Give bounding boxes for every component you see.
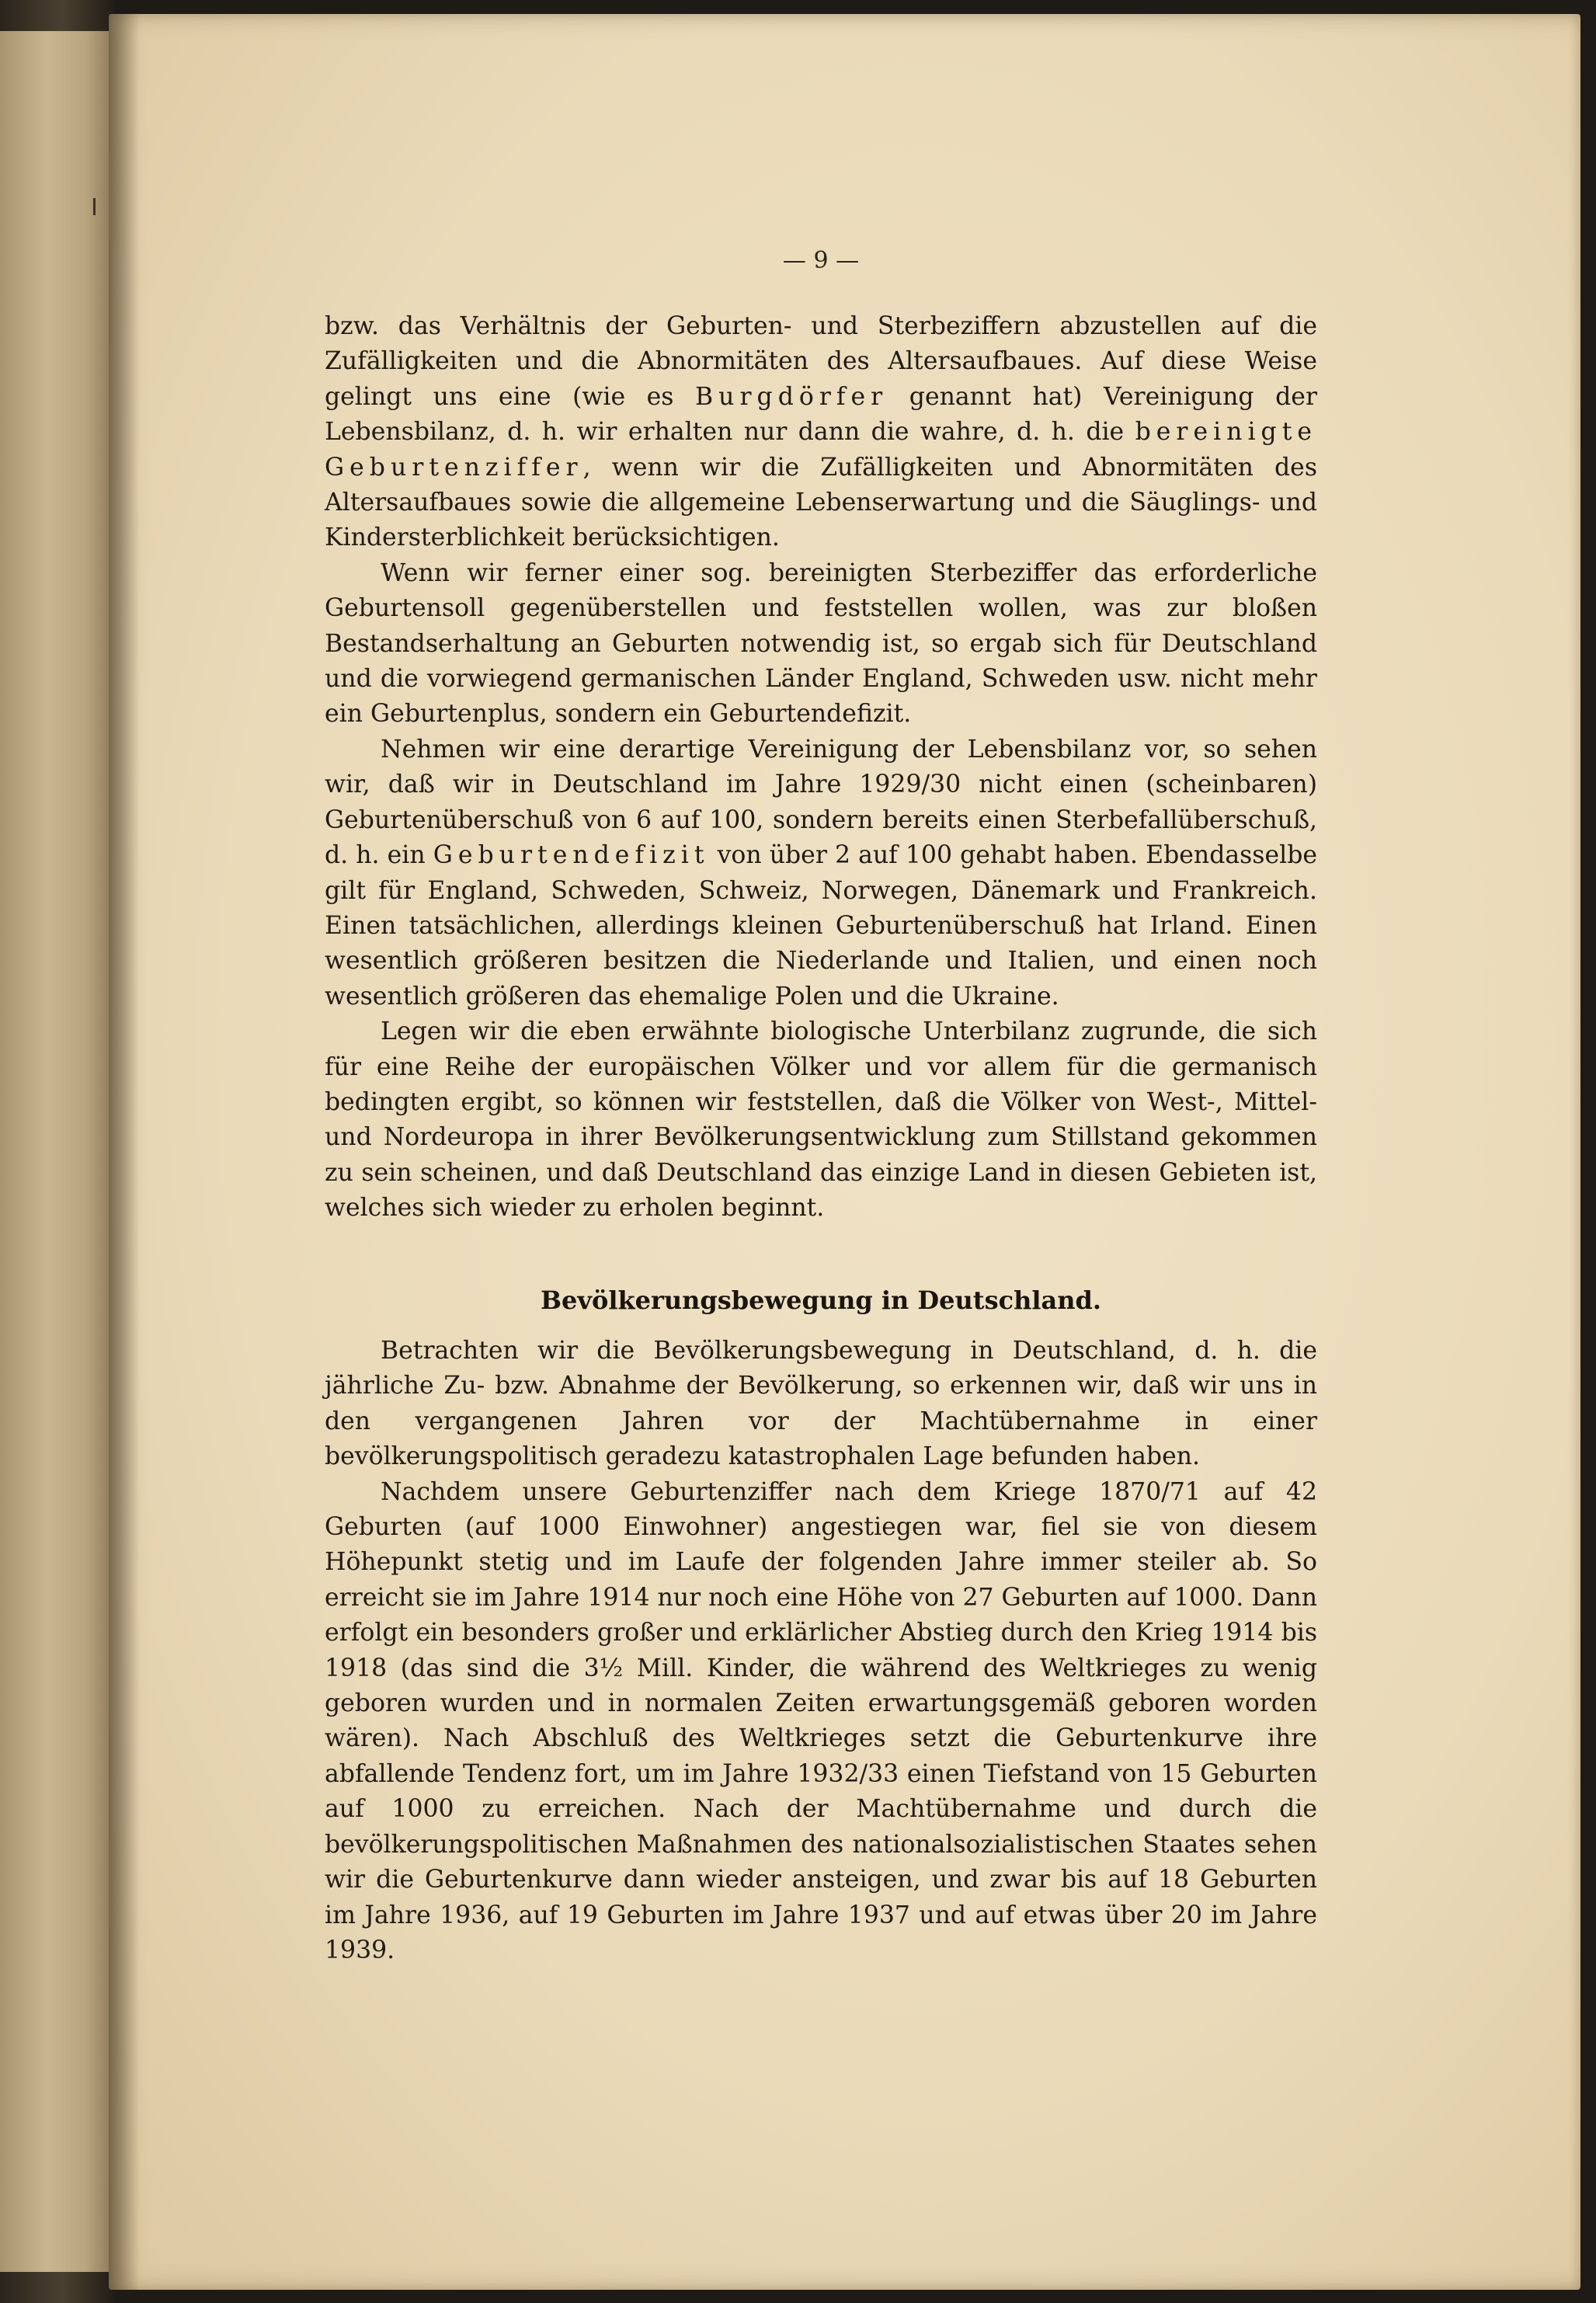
left-page-edge	[0, 31, 116, 2272]
emphasis-geburtendefizit: Geburtendefizit	[433, 841, 710, 870]
paragraph-5: Betrachten wir die Bevölkerungsbewegung in Deutschland, d. h. die jährliche Zu- bzw. Abnahme der Bevölkerung, so erkennen wir, daß wir uns in den vergangenen Jahren vor der Machtübernahme in einer bevölkerungspolitisch geradezu katastrophalen Lage befunden haben.	[325, 1337, 1317, 1471]
section-heading: Bevölkerungsbewegung in Deutschland.	[540, 1285, 1102, 1315]
paragraph-1: bzw. das Verhältnis der Geburten- und Sterbeziffern abzustellen auf die Zufälligkeiten und die Abnormitäten des Altersaufbaues. Auf diese Weise gelingt uns eine (wie es Burgdörfer genannt hat) Vereinigung der Lebensbilanz, d. h. wir erhalten nur dann die wahre, d. h. die bereinigte Geburtenziffer, wenn wir die Zufälligkeiten und Abnormitäten des Altersaufbaues sowie die allgemeine Lebenserwartung und die Säuglings- und Kindersterblichkeit berücksichtigen.	[325, 312, 1317, 552]
emphasis-burgdoerfer: Burgdörfer	[695, 382, 888, 411]
paragraph-2: Wenn wir ferner einer sog. bereinigten Sterbeziffer das erforderliche Geburtensoll gegenüberstellen und feststellen wollen, was zur bloßen Bestandserhaltung an Geburten notwendig ist, so ergab sich für Deutschland und die vorwiegend germanischen Länder England, Schweden usw. nicht mehr ein Geburtenplus, sondern ein Geburtendefizit.	[325, 558, 1317, 729]
section-2-text	[325, 1334, 1317, 1968]
section-1-text	[325, 309, 1317, 1226]
paragraph-3: Nehmen wir eine derartige Vereinigung der Lebensbilanz vor, so sehen wir, daß wir in Deutschland im Jahre 1929/30 nicht einen (scheinbaren) Geburtenüberschuß von 6 auf 100, sondern bereits einen Sterbefallüberschuß, d. h. ein Geburtendefizit von über 2 auf 100 gehabt haben. Ebendasselbe gilt für England, Schweden, Schweiz, Norwegen, Dänemark und Frankreich. Einen tatsächlichen, allerdings kleinen Geburtenüberschuß hat Irland. Einen wesentlich größeren besitzen die Niederlande und Italien, und einen noch wesentlich größeren das ehemalige Polen und die Ukraine.	[325, 735, 1317, 1011]
emphasis-bereinigte-geburtenziffer: bereinigte Geburtenziffer	[325, 418, 1317, 482]
page-number: — 9 —	[782, 247, 860, 274]
paragraph-4: Legen wir die eben erwähnte biologische Unterbilanz zugrunde, die sich für eine Reihe der europäischen Völker und vor allem für die germanisch bedingten ergibt, so können wir feststellen, daß die Völker von West-, Mittel- und Nordeuropa in ihrer Bevölkerungsentwicklung zum Stillstand gekommen zu sein scheinen, und daß Deutschland das einzige Land in diesen Gebieten ist, welches sich wieder zu erholen beginnt.	[325, 1018, 1317, 1223]
page-gutter-shadow	[109, 14, 140, 2290]
paragraph-6: Nachdem unsere Geburtenziffer nach dem Kriege 1870/71 auf 42 Geburten (auf 1000 Einwohner) angestiegen war, fiel sie von diesem Höhepunkt stetig und im Laufe der folgenden Jahre immer steiler ab. So erreicht sie im Jahre 1914 nur noch eine Höhe von 27 Geburten auf 1000. Dann erfolgt ein besonders großer und erklärlicher Abstieg durch den Krieg 1914 bis 1918 (das sind die 3½ Mill. Kinder, die während des Weltkrieges zu wenig geboren wurden und in normalen Zeiten erwartungsgemäß geboren worden wären). Nach Abschluß des Weltkrieges setzt die Geburtenkurve ihre abfallende Tendenz fort, um im Jahre 1932/33 einen Tiefstand von 15 Geburten auf 1000 zu erreichen. Nach der Machtübernahme und durch die bevölkerungspolitischen Maßnahmen des nationalsozialistischen Staates sehen wir die Geburtenkurve dann wieder ansteigen, und zwar bis auf 18 Geburten im Jahre 1936, auf 19 Geburten im Jahre 1937 und auf etwas über 20 im Jahre 1939.	[325, 1477, 1317, 1964]
margin-mark	[93, 198, 96, 215]
